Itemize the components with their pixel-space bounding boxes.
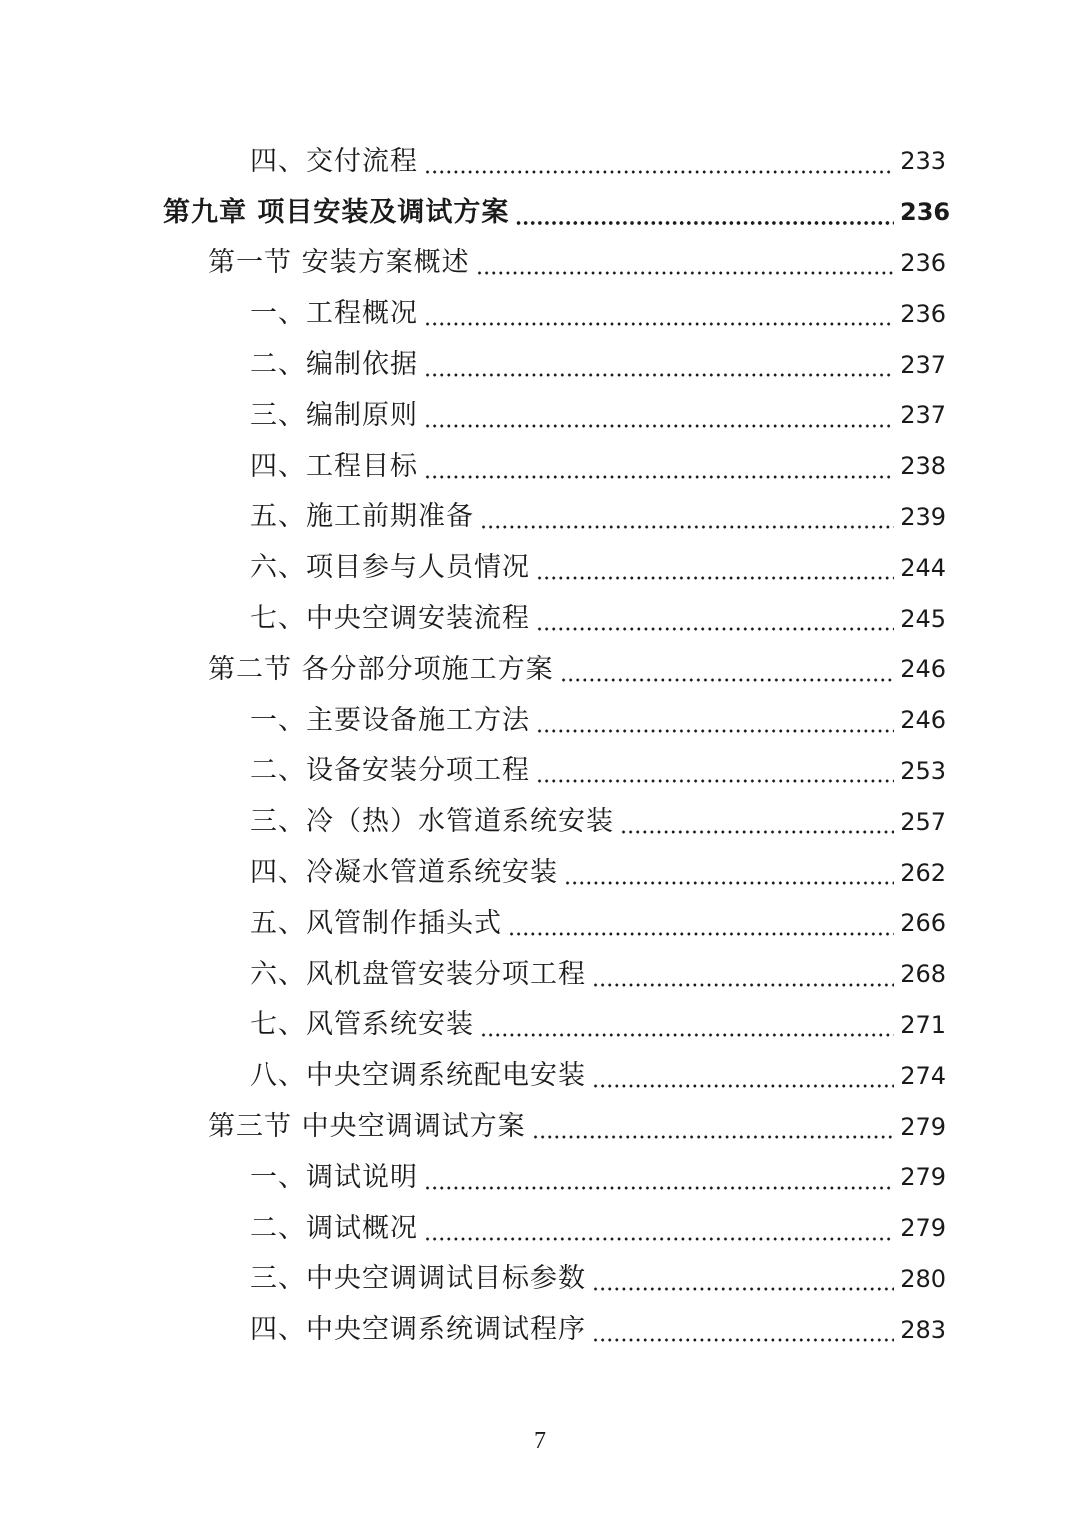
toc-dot-leader bbox=[532, 1135, 894, 1139]
toc-dot-leader bbox=[476, 271, 894, 275]
toc-entry-page: 271 bbox=[900, 1010, 946, 1039]
toc-dot-leader bbox=[592, 1287, 894, 1291]
toc-entry-title: 二、编制依据 bbox=[250, 349, 418, 381]
toc-entry-page: 245 bbox=[900, 604, 946, 633]
toc-dot-leader bbox=[480, 1033, 894, 1037]
toc-dot-leader bbox=[424, 170, 894, 174]
toc-entry-title: 七、中央空调安装流程 bbox=[250, 603, 530, 635]
toc-subsection-entry[interactable] bbox=[0, 492, 1080, 543]
toc-subsection-entry[interactable] bbox=[0, 136, 1080, 187]
toc-entry-page: 266 bbox=[900, 909, 946, 938]
toc-entry-page: 236 bbox=[900, 299, 946, 328]
toc-dot-leader bbox=[508, 932, 894, 936]
toc-subsection-entry[interactable] bbox=[0, 898, 1080, 949]
toc-entry-title: 一、工程概况 bbox=[250, 298, 418, 330]
toc-subsection-entry[interactable] bbox=[0, 847, 1080, 898]
toc-subsection-entry[interactable] bbox=[0, 1000, 1080, 1051]
toc-entry-page: 236 bbox=[900, 248, 946, 277]
toc-section-entry[interactable] bbox=[0, 238, 1080, 289]
toc-entry-page: 238 bbox=[900, 452, 946, 481]
toc-subsection-entry[interactable] bbox=[0, 390, 1080, 441]
toc-section-entry[interactable] bbox=[0, 1101, 1080, 1152]
toc-entry-page: 279 bbox=[900, 1163, 946, 1192]
toc-dot-leader bbox=[424, 424, 894, 428]
toc-subsection-entry[interactable] bbox=[0, 542, 1080, 593]
toc-subsection-entry[interactable] bbox=[0, 695, 1080, 746]
toc-entry-title: 四、中央空调系统调试程序 bbox=[250, 1314, 586, 1346]
toc-dot-leader bbox=[515, 221, 894, 225]
toc-dot-leader bbox=[536, 627, 894, 631]
toc-entry-page: 246 bbox=[900, 706, 946, 735]
toc-entry-page: 262 bbox=[900, 858, 946, 887]
toc-dot-leader bbox=[424, 322, 894, 326]
toc-subsection-entry[interactable] bbox=[0, 1050, 1080, 1101]
toc-entry-page: 244 bbox=[900, 553, 946, 582]
toc-chapter-entry[interactable] bbox=[0, 187, 1080, 238]
toc-entry-title: 三、冷（热）水管道系统安装 bbox=[250, 806, 614, 838]
toc-entry-title: 第一节 安装方案概述 bbox=[208, 247, 470, 279]
toc-entry-title: 三、中央空调调试目标参数 bbox=[250, 1263, 586, 1295]
toc-entry-title: 第二节 各分部分项施工方案 bbox=[208, 653, 554, 685]
toc-entry-page: 237 bbox=[900, 350, 946, 379]
toc-dot-leader bbox=[536, 729, 894, 733]
toc-dot-leader bbox=[592, 1084, 894, 1088]
toc-entry-page: 236 bbox=[900, 198, 951, 227]
toc-entry-page: 268 bbox=[900, 960, 946, 989]
toc-dot-leader bbox=[620, 830, 894, 834]
toc-entry-title: 第九章 项目安装及调试方案 bbox=[163, 196, 510, 228]
toc-subsection-entry[interactable] bbox=[0, 593, 1080, 644]
toc-entry-page: 283 bbox=[900, 1315, 946, 1344]
toc-entry-page: 237 bbox=[900, 401, 946, 430]
toc-subsection-entry[interactable] bbox=[0, 949, 1080, 1000]
toc-subsection-entry[interactable] bbox=[0, 441, 1080, 492]
toc-entry-page: 253 bbox=[900, 756, 946, 785]
toc-dot-leader bbox=[536, 576, 894, 580]
table-of-contents bbox=[0, 136, 1080, 1355]
toc-entry-title: 四、冷凝水管道系统安装 bbox=[250, 857, 558, 889]
toc-entry-title: 二、调试概况 bbox=[250, 1212, 418, 1244]
toc-dot-leader bbox=[536, 779, 894, 783]
toc-entry-title: 二、设备安装分项工程 bbox=[250, 755, 530, 787]
toc-dot-leader bbox=[592, 1338, 894, 1342]
toc-entry-page: 246 bbox=[900, 655, 946, 684]
toc-entry-title: 五、施工前期准备 bbox=[250, 501, 474, 533]
toc-subsection-entry[interactable] bbox=[0, 339, 1080, 390]
toc-entry-title: 八、中央空调系统配电安装 bbox=[250, 1060, 586, 1092]
toc-subsection-entry[interactable] bbox=[0, 746, 1080, 797]
toc-entry-title: 第三节 中央空调调试方案 bbox=[208, 1111, 526, 1143]
toc-dot-leader bbox=[424, 1237, 894, 1241]
toc-entry-title: 七、风管系统安装 bbox=[250, 1009, 474, 1041]
toc-dot-leader bbox=[424, 475, 894, 479]
toc-entry-page: 274 bbox=[900, 1061, 946, 1090]
toc-entry-page: 239 bbox=[900, 502, 946, 531]
page-number: 7 bbox=[534, 1428, 546, 1454]
toc-dot-leader bbox=[480, 525, 894, 529]
toc-dot-leader bbox=[560, 678, 894, 682]
toc-subsection-entry[interactable] bbox=[0, 288, 1080, 339]
toc-entry-title: 五、风管制作插头式 bbox=[250, 907, 502, 939]
toc-dot-leader bbox=[592, 983, 894, 987]
toc-subsection-entry[interactable] bbox=[0, 1254, 1080, 1305]
toc-entry-page: 257 bbox=[900, 807, 946, 836]
toc-dot-leader bbox=[424, 1186, 894, 1190]
toc-dot-leader bbox=[564, 881, 894, 885]
toc-subsection-entry[interactable] bbox=[0, 796, 1080, 847]
toc-entry-title: 六、项目参与人员情况 bbox=[250, 552, 530, 584]
toc-entry-page: 233 bbox=[900, 147, 946, 176]
toc-entry-page: 279 bbox=[900, 1214, 946, 1243]
toc-entry-title: 六、风机盘管安装分项工程 bbox=[250, 958, 586, 990]
toc-entry-page: 279 bbox=[900, 1112, 946, 1141]
toc-entry-title: 一、调试说明 bbox=[250, 1161, 418, 1193]
toc-subsection-entry[interactable] bbox=[0, 1304, 1080, 1355]
toc-entry-title: 一、主要设备施工方法 bbox=[250, 704, 530, 736]
toc-entry-title: 四、工程目标 bbox=[250, 450, 418, 482]
toc-dot-leader bbox=[424, 373, 894, 377]
toc-section-entry[interactable] bbox=[0, 644, 1080, 695]
toc-subsection-entry[interactable] bbox=[0, 1203, 1080, 1254]
toc-entry-page: 280 bbox=[900, 1264, 946, 1293]
toc-subsection-entry[interactable] bbox=[0, 1152, 1080, 1203]
toc-entry-title: 三、编制原则 bbox=[250, 399, 418, 431]
toc-entry-title: 四、交付流程 bbox=[250, 145, 418, 177]
